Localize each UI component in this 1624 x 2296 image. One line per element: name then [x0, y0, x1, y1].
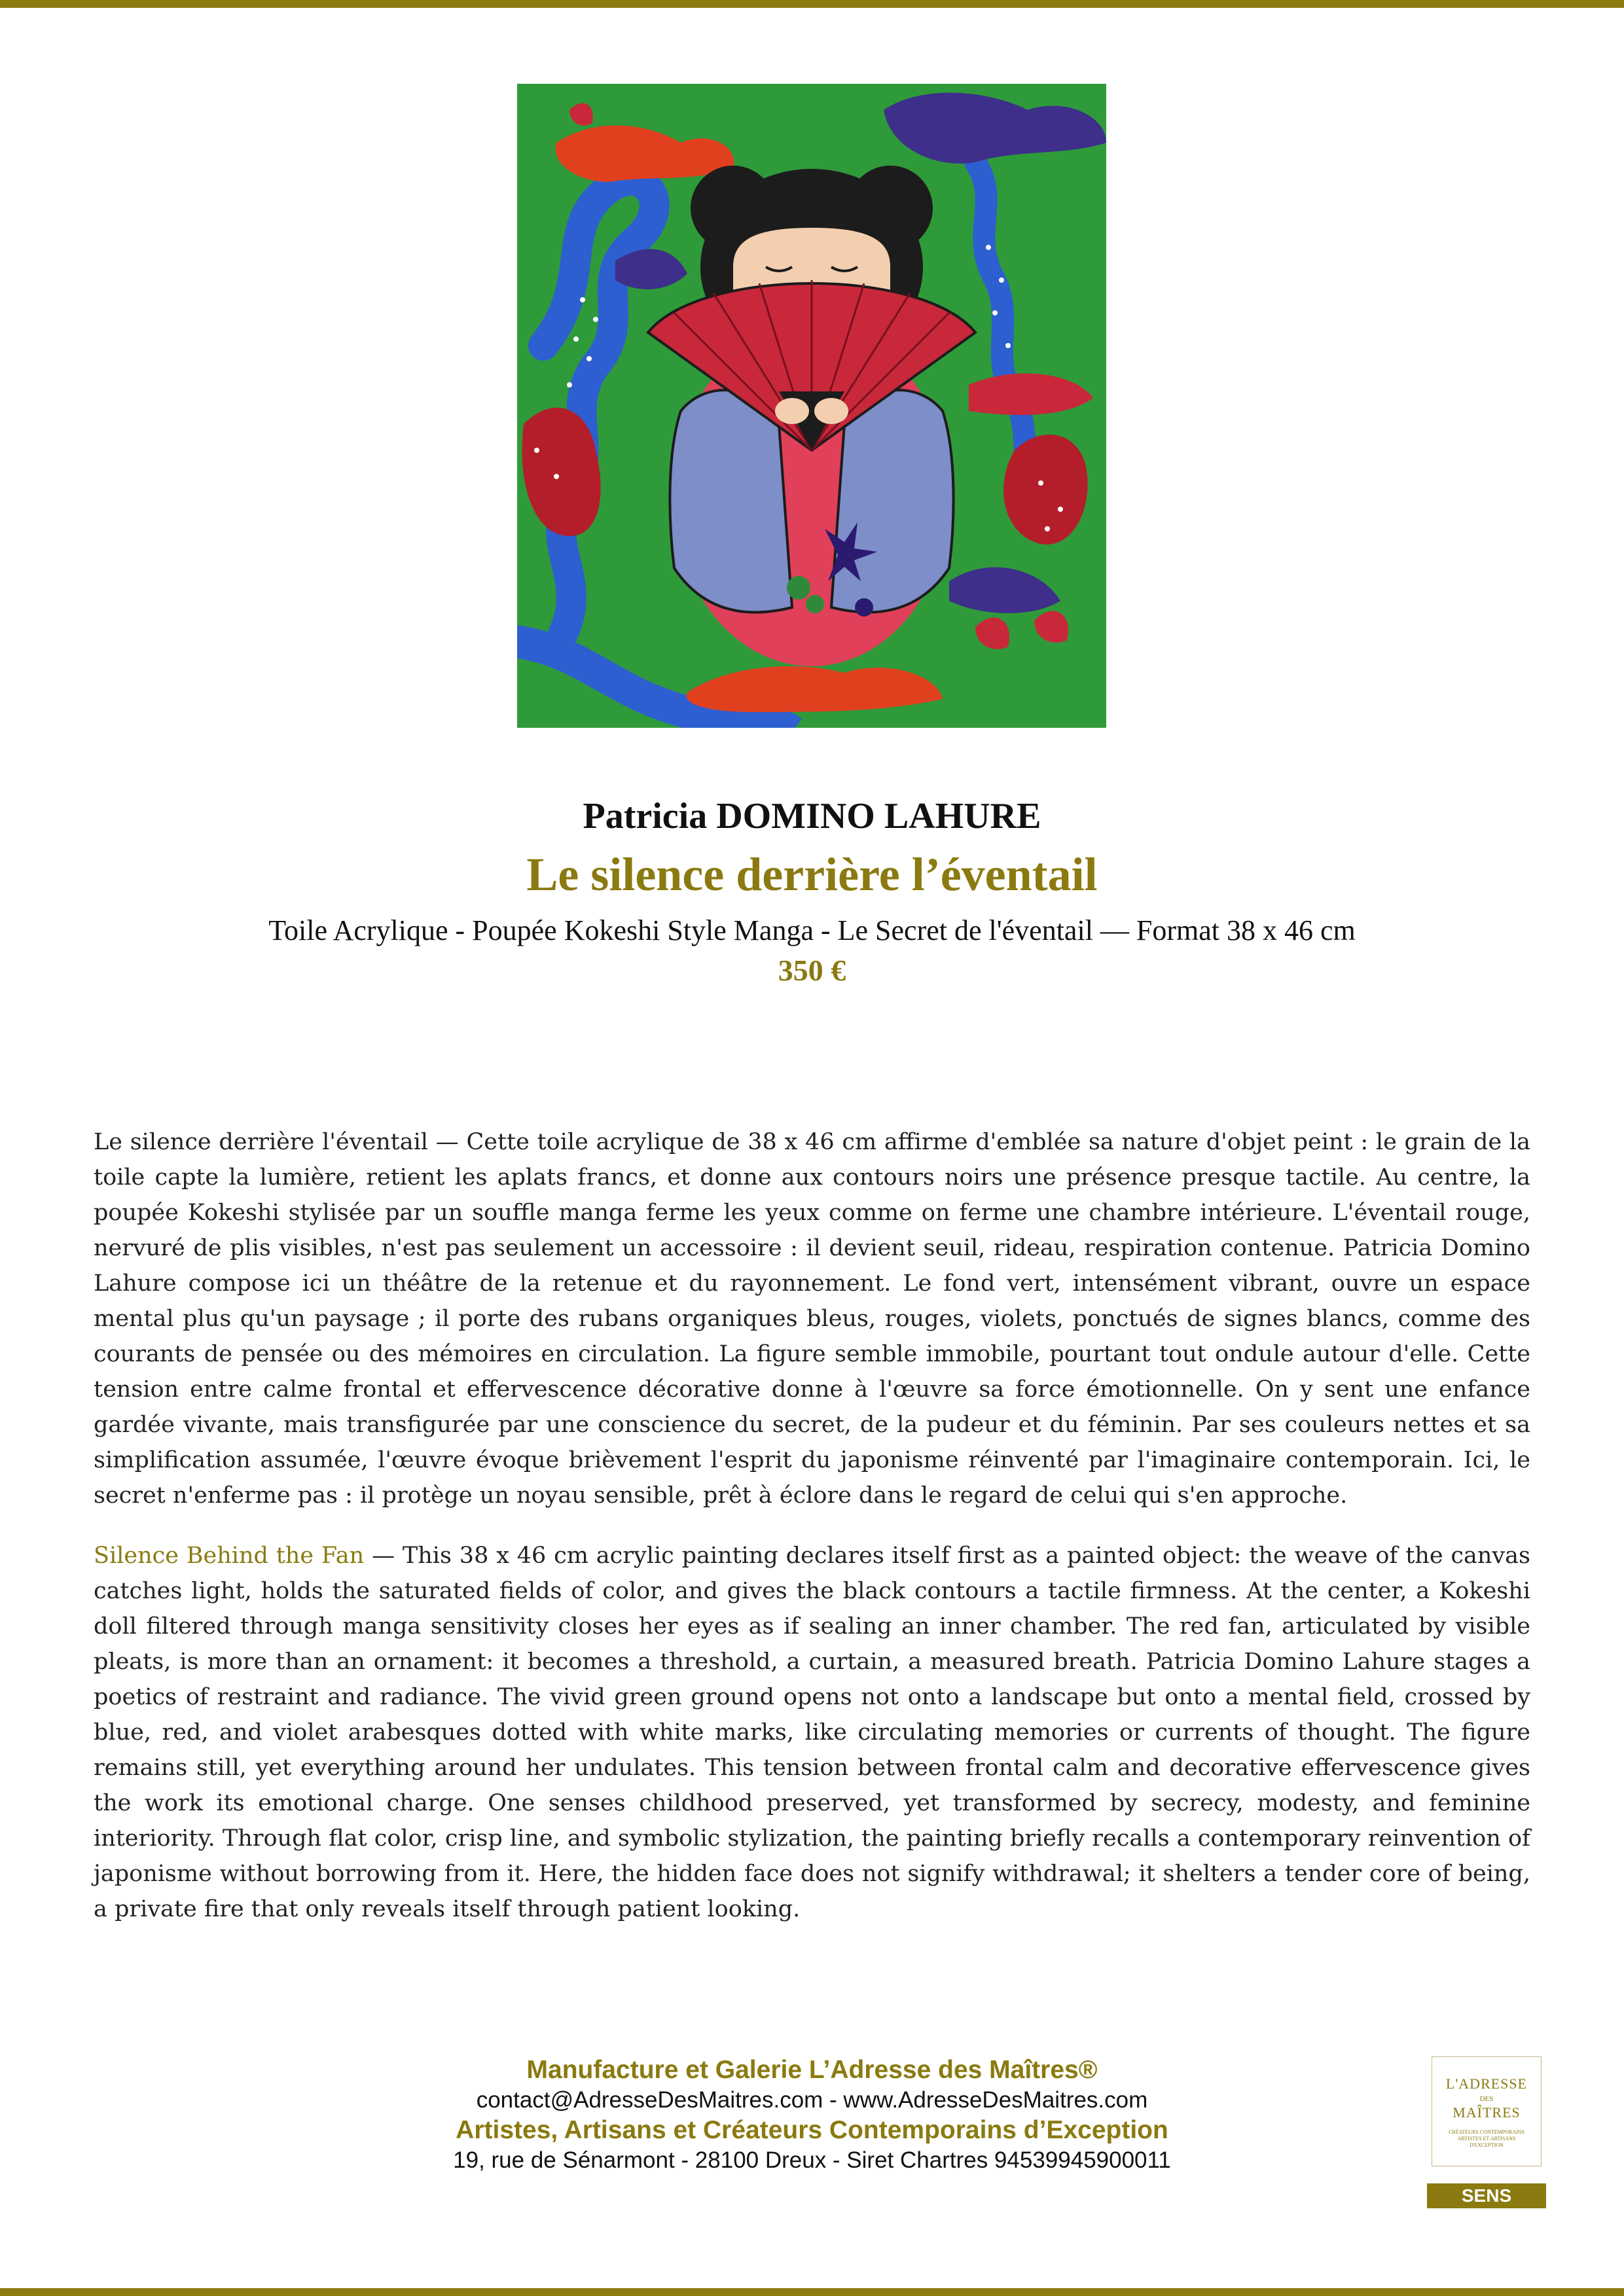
- logo-line4: CRÉATEURS CONTEMPORAINS ARTISTES ET ARTISANS D'EXCEPTION: [1449, 2129, 1525, 2148]
- top-border: [0, 0, 1624, 8]
- footer-gallery: Manufacture et Galerie L’Adresse des Maîtres®: [526, 2056, 1098, 2084]
- logo-line2: DES: [1479, 2095, 1494, 2103]
- footer-contact[interactable]: contact@AdresseDesMaitres.com - www.AdresseDesMaitres.com: [476, 2087, 1148, 2113]
- description-fr: Le silence derrière l'éventail — Cette toile acrylique de 38 x 46 cm affirme d'emblée sa nature d'objet peint : le grain de la toile capte la lumière, retient les aplats francs, et donne aux contours noirs une présence presque tactile. Au centre, la poupée Kokeshi stylisée par un souffle manga ferme les yeux comme on ferme une chambre intérieure. L'éventail rouge, nervuré de plis visibles, n'est pas seulement un accessoire : il devient seuil, rideau, respiration contenue. Patricia Domino Lahure compose ici un théâtre de la retenue et du rayonnement. Le fond vert, intensément vibrant, ouvre un espace mental plus qu'un paysage ; il porte des rubans organiques bleus, rouges, violets, ponctués de signes blancs, comme des courants de pensée ou des mémoires en circulation. La figure semble immobile, pourtant tout ondule autour d'elle. Cette tension entre calme frontal et effervescence décorative donne à l'œuvre sa force émotionnelle. On y sent une enfance gardée vivante, mais transfigurée par une conscience du secret, de la pudeur et du féminin. Par ses couleurs nettes et sa simplification assumée, l'œuvre évoque brièvement l'esprit du japonisme réinventé par l'imaginaire contemporain. Ici, le secret n'enferme pas : il protège un noyau sensible, prêt à éclore dans le regard de celui qui s'en approche.: [94, 1129, 1530, 1509]
- footer-tagline: Artistes, Artisans et Créateurs Contemporains d’Exception: [456, 2116, 1168, 2144]
- bottom-border: [0, 2288, 1624, 2296]
- artwork-subtitle: Toile Acrylique - Poupée Kokeshi Style Manga - Le Secret de l'éventail — Format 38 x 46 cm: [268, 914, 1356, 946]
- category-badge: SENS: [1427, 2183, 1546, 2208]
- artist-name: Patricia DOMINO LAHURE: [583, 796, 1041, 836]
- description-en-body: — This 38 x 46 cm acrylic painting declares itself first as a painted object: the weave of the canvas catches light, holds the saturated fields of color, and gives the black contours a tactile firmness. At the center, a Kokeshi doll filtered through manga sensitivity closes her eyes as if sealing an inner chamber. The red fan, articulated by visible pleats, is more than an ornament: it becomes a threshold, a curtain, a measured breath. Patricia Domino Lahure stages a poetics of restraint and radiance. The vivid green ground opens not onto a landscape but onto a mental field, crossed by blue, red, and violet arabesques dotted with white marks, like circulating memories or currents of thought. The figure remains still, yet everything around her undulates. This tension between frontal calm and decorative effervescence gives the work its emotional charge. One senses childhood preserved, yet transformed by secrecy, modesty, and feminine interiority. Through flat color, crisp line, and symbolic stylization, the painting briefly recalls a contemporary reinvention of japonisme without borrowing from it. Here, the hidden face does not signify withdrawal; it shelters a tender core of being, a private fire that only reveals itself through patient looking.: [94, 1543, 1531, 1922]
- artwork-image: [517, 84, 1106, 728]
- footer: [0, 2055, 1624, 2176]
- artwork-title: Le silence derrière l’éventail: [526, 848, 1098, 901]
- description-en: [94, 1538, 1530, 1927]
- gallery-logo: [1432, 2056, 1542, 2166]
- footer-address: 19, rue de Sénarmont - 28100 Dreux - Siret Chartres 94539945900011: [453, 2147, 1171, 2173]
- description-en-lead: Silence Behind the Fan: [94, 1543, 365, 1569]
- logo-line1: L'ADRESSE: [1445, 2075, 1528, 2092]
- logo-line3: MAÎTRES: [1453, 2104, 1521, 2121]
- artwork-price: 350 €: [778, 954, 846, 987]
